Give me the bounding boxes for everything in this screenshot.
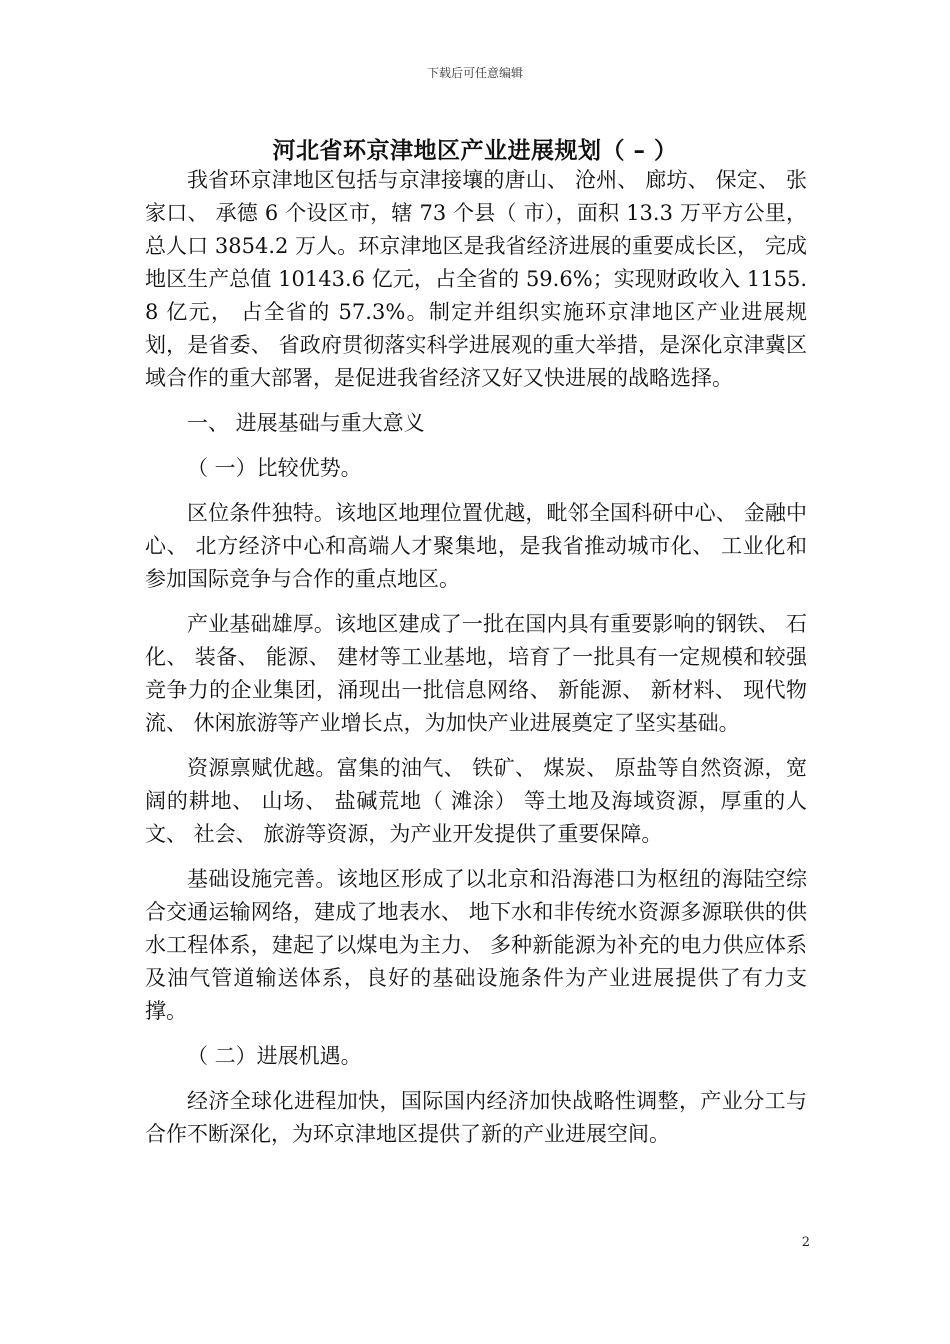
globalization-paragraph: 经济全球化进程加快，国际国内经济加快战略性调整，产业分工与合作不断深化，为环京津地区提供了新的产业进展空间。 bbox=[145, 1089, 807, 1146]
industry-paragraph: 产业基础雄厚。该地区建成了一批在国内具有重要影响的钢铁、 石化、 装备、 能源、 建材等工业基地，培育了一批具有一定规模和较强竞争力的企业集团，涌现出一批信息网络、 新能源、 新材料、 现代物流、 休闲旅游等产业增长点，为加快产业进展奠定了坚实基础。 bbox=[145, 612, 807, 735]
subsection-heading-2: （ 二）进展机遇。 bbox=[187, 1044, 362, 1068]
document-title: 河北省环京津地区产业进展规划（ – ） bbox=[272, 137, 678, 165]
infrastructure-paragraph: 基础设施完善。该地区形成了以北京和沿海港口为枢纽的海陆空综合交通运输网络，建成了地表水、 地下水和非传统水资源多源联供的供水工程体系，建起了以煤电为主力、 多种新能源为补充的电力供应体系及油气管道输送体系，良好的基础设施条件为产业进展提供了有力支撑。 bbox=[145, 867, 807, 1023]
page-header-note: 下载后可任意编辑 bbox=[426, 66, 523, 80]
subsection-heading-1: （ 一）比较优势。 bbox=[187, 456, 362, 480]
page-number: 2 bbox=[801, 1235, 810, 1250]
location-paragraph: 区位条件独特。该地区地理位置优越，毗邻全国科研中心、 金融中心、 北方经济中心和高端人才聚集地，是我省推动城市化、 工业化和参加国际竞争与合作的重点地区。 bbox=[145, 501, 807, 591]
section-heading-1: 一、 进展基础与重大意义 bbox=[187, 411, 425, 435]
resources-paragraph: 资源禀赋优越。富集的油气、 铁矿、 煤炭、 原盐等自然资源，宽阔的耕地、 山场、 盐碱荒地（ 滩涂） 等土地及海域资源，厚重的人文、 社会、 旅游等资源，为产业开发提供了重要保障。 bbox=[145, 756, 807, 846]
intro-paragraph: 我省环京津地区包括与京津接壤的唐山、 沧州、 廊坊、 保定、 张家口、 承德 6 个设区市，辖 73 个县（ 市），面积 13.3 万平方公里，总人口 3854.2 万人。环京津地区是我省经济进展的重要成长区， 完成地区生产总值 10143.6 亿元，占全省的 59.6%；实现财政收入 1155.8 亿元， 占全省的 57.3%。制定并组织实施环京津地区产业进展规划，是省委、 省政府贯彻落实科学进展观的重大举措，是深化京津冀区域合作的重大部署，是促进我省经济又好又快进展的战略选择。 bbox=[145, 168, 807, 390]
document-body bbox=[145, 164, 807, 1151]
